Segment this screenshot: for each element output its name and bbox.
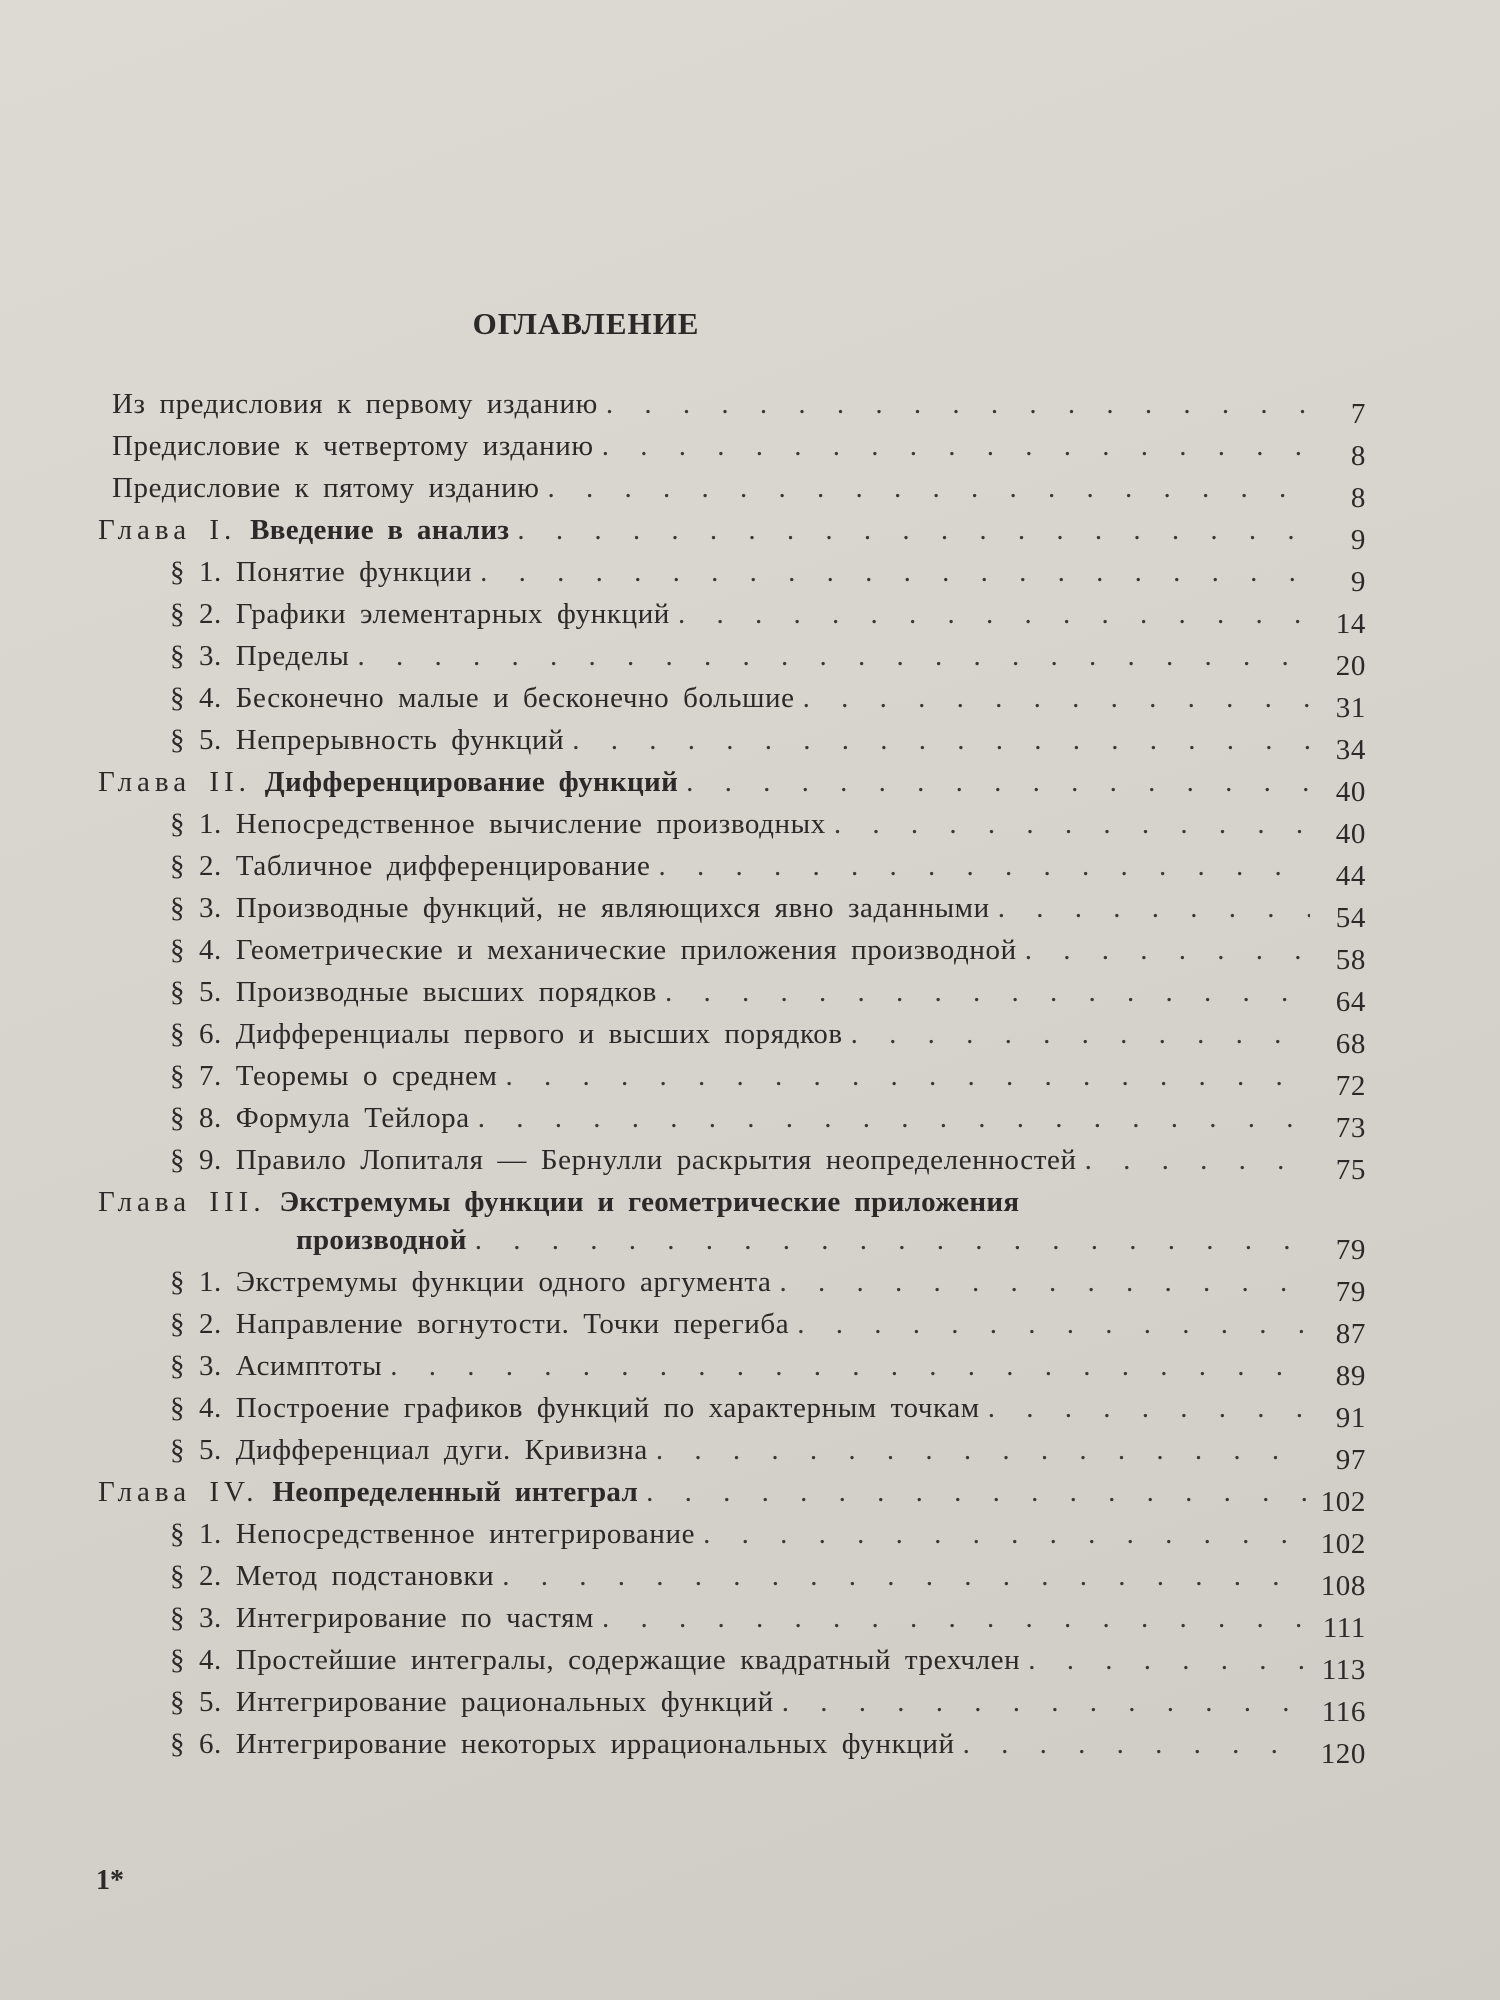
- page-number: 102: [1320, 1486, 1366, 1518]
- section-label: § 1. Экстремумы функции одного аргумента: [170, 1266, 772, 1298]
- section-label: § 3. Интегрирование по частям: [170, 1602, 594, 1634]
- page-number: 40: [1335, 818, 1366, 850]
- page-number: 54: [1335, 902, 1366, 934]
- section-label: § 2. Метод подстановки: [170, 1560, 495, 1592]
- toc-entry-section: [98, 1350, 1366, 1392]
- toc-entry-section: [98, 934, 1366, 976]
- dot-leader: [963, 1728, 1310, 1761]
- section-label: § 8. Формула Тейлора: [170, 1102, 470, 1134]
- page-number: 9: [1350, 566, 1366, 598]
- page-number: 68: [1335, 1028, 1366, 1060]
- page-number: 113: [1321, 1654, 1366, 1686]
- dot-leader: [572, 724, 1310, 757]
- toc-entry-section: [98, 1728, 1366, 1770]
- toc-entry-chapter: [98, 1186, 1366, 1224]
- section-label: § 2. Табличное дифференцирование: [170, 850, 651, 882]
- section-label: § 9. Правило Лопиталя — Бернулли раскрытия неопределенностей: [170, 1144, 1077, 1176]
- dot-leader: [602, 430, 1310, 463]
- page-number: 91: [1335, 1402, 1366, 1434]
- toc-entry-section: [98, 1560, 1366, 1602]
- page-number: 34: [1335, 734, 1366, 766]
- page-number: 73: [1335, 1112, 1366, 1144]
- toc-entry-section: [98, 1144, 1366, 1186]
- page-number: 8: [1350, 440, 1366, 472]
- dot-leader: [659, 850, 1311, 883]
- dot-leader: [478, 1102, 1310, 1135]
- dot-leader: [988, 1392, 1310, 1425]
- toc-entry-section: [98, 850, 1366, 892]
- table-of-contents: [98, 388, 1366, 1770]
- toc-entry-section: [98, 1644, 1366, 1686]
- toc-entry-section: [98, 808, 1366, 850]
- chapter-label: [98, 1186, 1019, 1219]
- section-label: § 5. Производные высших порядков: [170, 976, 657, 1008]
- section-label: § 3. Производные функций, не являющихся явно заданными: [170, 892, 990, 924]
- dot-leader: [678, 598, 1310, 631]
- entry-label: Из предисловия к первому изданию: [112, 388, 598, 420]
- dot-leader: [1085, 1144, 1310, 1177]
- section-label: § 6. Интегрирование некоторых иррациональных функций: [170, 1728, 955, 1760]
- page-number: 31: [1335, 692, 1366, 724]
- dot-leader: [656, 1434, 1310, 1467]
- section-label: § 3. Пределы: [170, 640, 350, 672]
- toc-entry-section: [98, 724, 1366, 766]
- dot-leader: [480, 556, 1310, 589]
- section-label: § 2. Графики элементарных функций: [170, 598, 670, 630]
- dot-leader: [803, 682, 1310, 715]
- page-number: 87: [1335, 1318, 1366, 1350]
- section-label: § 1. Непосредственное интегрирование: [170, 1518, 696, 1550]
- page-number: 102: [1320, 1528, 1366, 1560]
- section-label: § 6. Дифференциалы первого и высших порядков: [170, 1018, 843, 1050]
- toc-entry-section: [98, 598, 1366, 640]
- toc-entry-section: [98, 1102, 1366, 1144]
- toc-entry-chapter: [98, 766, 1366, 808]
- chapter-title: Экстремумы функции и геометрические приложения: [279, 1186, 1020, 1218]
- chapter-prefix: Глава I.: [98, 514, 237, 546]
- section-label: § 1. Понятие функции: [170, 556, 473, 588]
- section-label: § 4. Простейшие интегралы, содержащие квадратный трехчлен: [170, 1644, 1021, 1676]
- page-number: 14: [1335, 608, 1366, 640]
- toc-entry-preface: [98, 472, 1366, 514]
- dot-leader: [517, 514, 1310, 547]
- toc-entry-chapter: [98, 514, 1366, 556]
- toc-entry-section: [98, 640, 1366, 682]
- toc-entry-chapter-cont: [98, 1224, 1366, 1266]
- toc-entry-section: [98, 1060, 1366, 1102]
- dot-leader: [1028, 1644, 1310, 1677]
- entry-label: Предисловие к четвертому изданию: [112, 430, 594, 462]
- toc-entry-section: [98, 1392, 1366, 1434]
- section-label: § 4. Построение графиков функций по характерным точкам: [170, 1392, 980, 1424]
- page-number: 116: [1321, 1696, 1366, 1728]
- page-number: 97: [1335, 1444, 1366, 1476]
- page-number: 64: [1335, 986, 1366, 1018]
- dot-leader: [686, 766, 1310, 799]
- chapter-title: Введение в анализ: [250, 514, 510, 546]
- dot-leader: [779, 1266, 1310, 1299]
- page-title: ОГЛАВЛЕНИЕ: [472, 306, 700, 341]
- section-label: § 5. Непрерывность функций: [170, 724, 565, 756]
- page-number: 8: [1350, 482, 1366, 514]
- toc-entry-section: [98, 976, 1366, 1018]
- page-number: 108: [1320, 1570, 1366, 1602]
- toc-entry-preface: [98, 430, 1366, 472]
- dot-leader: [475, 1224, 1310, 1257]
- section-label: § 7. Теоремы о среднем: [170, 1060, 498, 1092]
- chapter-prefix: Глава II.: [98, 766, 251, 798]
- section-label: § 2. Направление вогнутости. Точки перегиба: [170, 1308, 790, 1340]
- page-number: 111: [1322, 1612, 1366, 1644]
- chapter-label: [98, 514, 509, 547]
- toc-entry-preface: [98, 388, 1366, 430]
- toc-entry-section: [98, 1308, 1366, 1350]
- dot-leader: [851, 1018, 1310, 1051]
- page-number: 89: [1335, 1360, 1366, 1392]
- toc-entry-section: [98, 1018, 1366, 1060]
- page-number: 120: [1320, 1738, 1366, 1770]
- page-number: 40: [1335, 776, 1366, 808]
- page-number: 75: [1335, 1154, 1366, 1186]
- toc-entry-section: [98, 892, 1366, 934]
- dot-leader: [357, 640, 1310, 673]
- section-label: § 5. Дифференциал дуги. Кривизна: [170, 1434, 648, 1466]
- page-number: 44: [1335, 860, 1366, 892]
- chapter-label: [98, 766, 678, 799]
- dot-leader: [998, 892, 1310, 925]
- toc-entry-chapter: [98, 1476, 1366, 1518]
- signature-mark: 1*: [96, 1865, 124, 1896]
- page-number: 20: [1335, 650, 1366, 682]
- dot-leader: [665, 976, 1310, 1009]
- chapter-label: [98, 1476, 638, 1509]
- toc-entry-section: [98, 682, 1366, 724]
- page-number: 58: [1335, 944, 1366, 976]
- toc-entry-section: [98, 1686, 1366, 1728]
- toc-entry-section: [98, 1266, 1366, 1308]
- dot-leader: [782, 1686, 1310, 1719]
- chapter-title: Дифференцирование функций: [264, 766, 679, 798]
- entry-label: Предисловие к пятому изданию: [112, 472, 540, 504]
- toc-entry-section: [98, 556, 1366, 598]
- dot-leader: [834, 808, 1310, 841]
- page-number: 79: [1335, 1276, 1366, 1308]
- dot-leader: [703, 1518, 1310, 1551]
- page-number: 7: [1350, 398, 1366, 430]
- chapter-prefix: Глава III.: [98, 1186, 266, 1218]
- chapter-title-cont: [98, 1224, 467, 1257]
- chapter-title-cont-text: производной: [296, 1224, 467, 1256]
- toc-entry-section: [98, 1518, 1366, 1560]
- section-label: § 1. Непосредственное вычисление производных: [170, 808, 826, 840]
- chapter-prefix: Глава IV.: [98, 1476, 259, 1508]
- toc-entry-section: [98, 1602, 1366, 1644]
- dot-leader: [390, 1350, 1310, 1383]
- dot-leader: [606, 388, 1310, 421]
- dot-leader: [797, 1308, 1310, 1341]
- section-label: § 4. Геометрические и механические приложения производной: [170, 934, 1017, 966]
- dot-leader: [506, 1060, 1311, 1093]
- chapter-title: Неопределенный интеграл: [272, 1476, 639, 1508]
- page-number: 9: [1350, 524, 1366, 556]
- dot-leader: [502, 1560, 1310, 1593]
- toc-entry-section: [98, 1434, 1366, 1476]
- dot-leader: [646, 1476, 1310, 1509]
- page-number: 79: [1335, 1234, 1366, 1266]
- dot-leader: [602, 1602, 1310, 1635]
- page-number: 72: [1335, 1070, 1366, 1102]
- section-label: § 3. Асимптоты: [170, 1350, 383, 1382]
- dot-leader: [1025, 934, 1310, 967]
- section-label: § 4. Бесконечно малые и бесконечно большие: [170, 682, 795, 714]
- section-label: § 5. Интегрирование рациональных функций: [170, 1686, 774, 1718]
- dot-leader: [548, 472, 1310, 505]
